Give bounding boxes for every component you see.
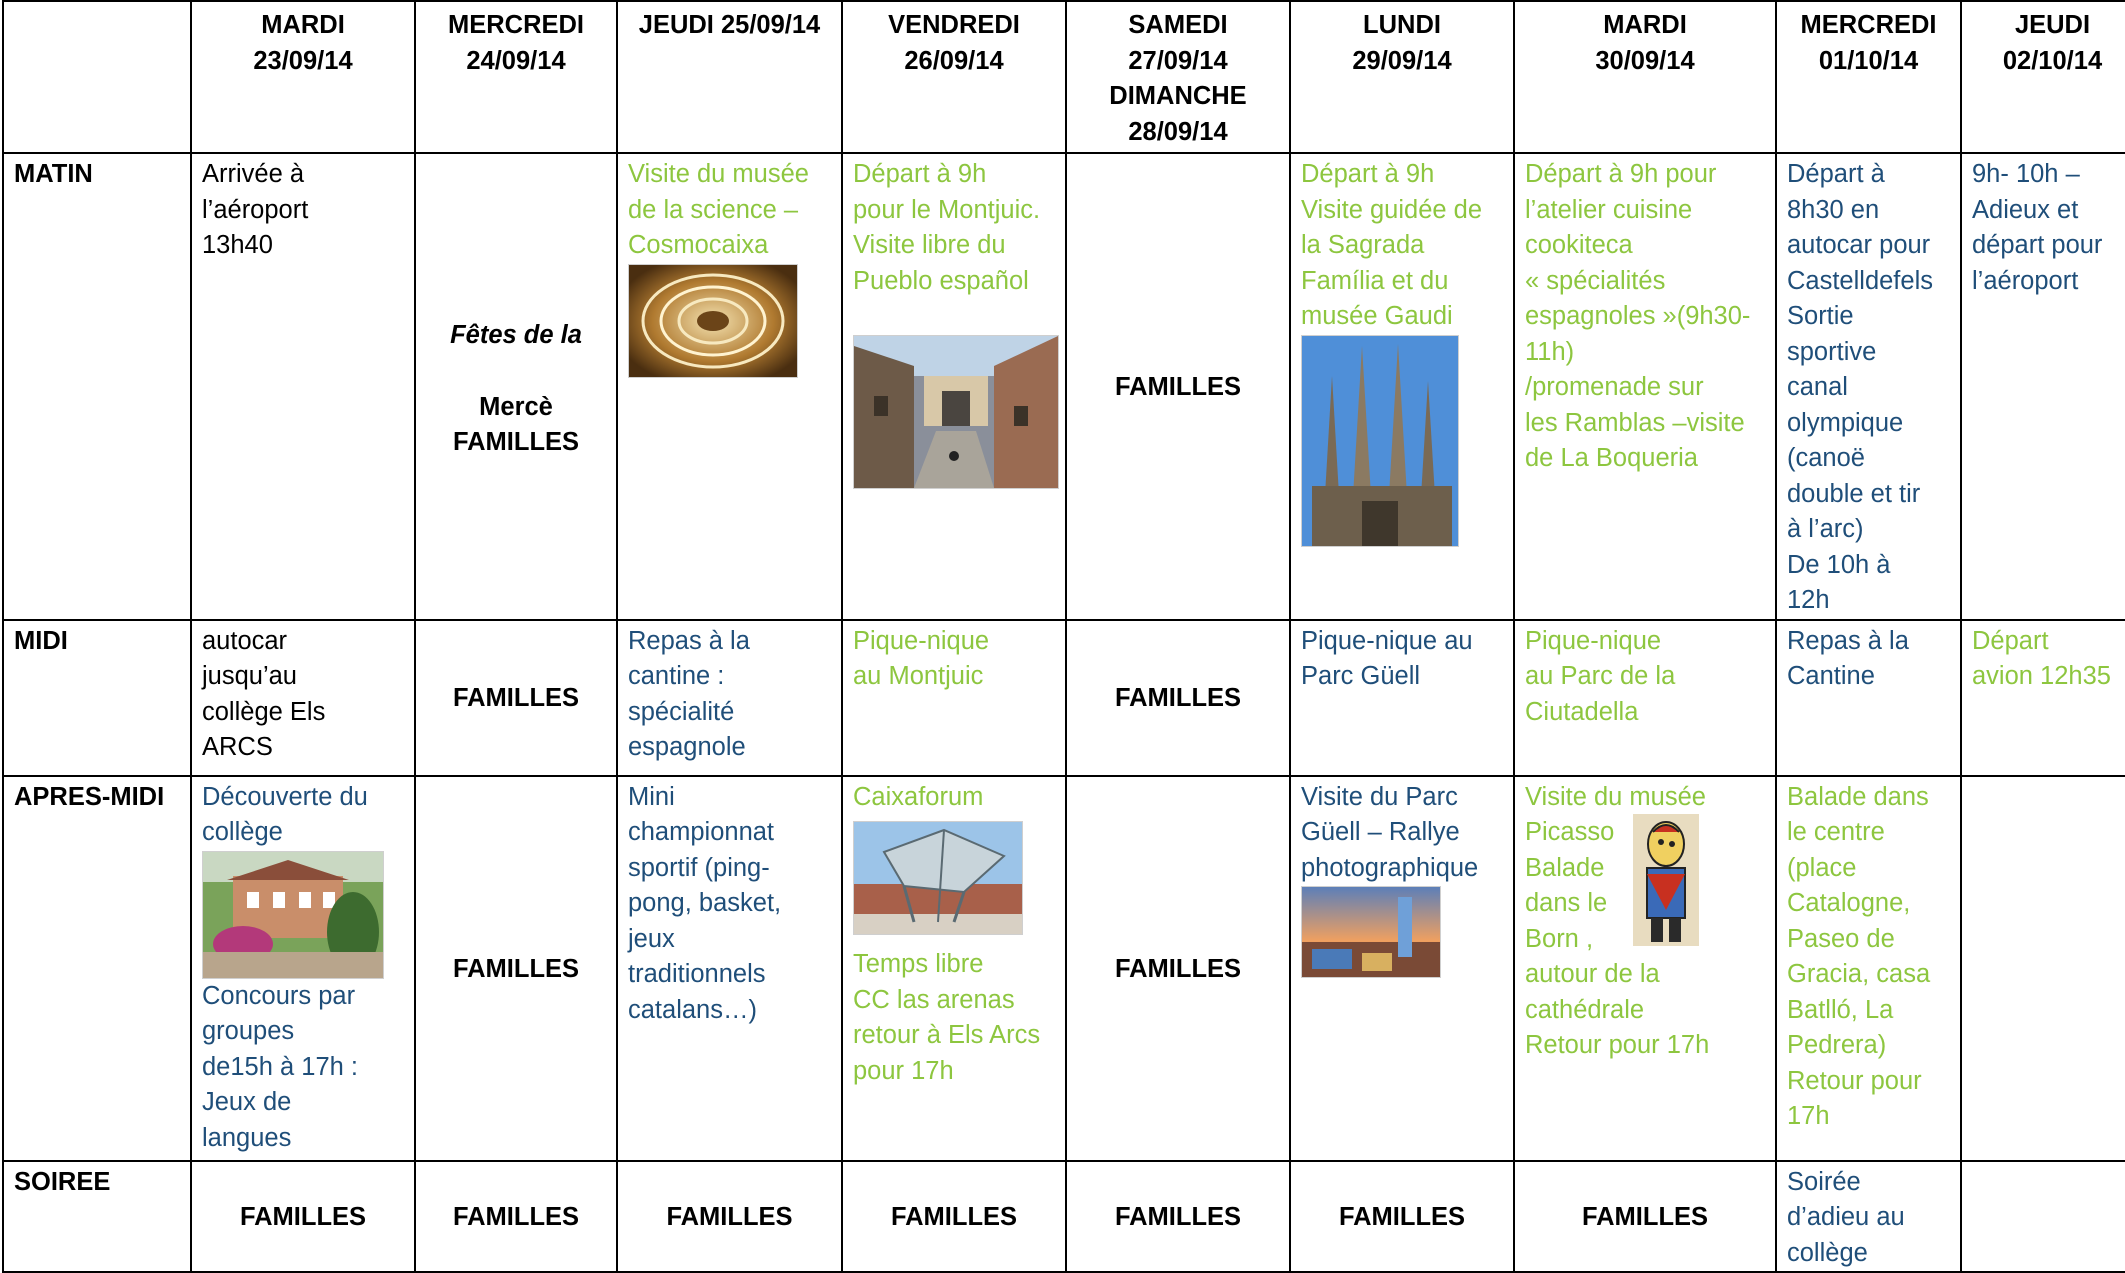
text-line: la Sagrada [1301, 231, 1425, 259]
text-line: double et tir [1787, 479, 1921, 508]
text-line: Mini [628, 782, 675, 811]
text-line: 9h- 10h – [1972, 160, 2080, 188]
sagrada-familia-photo [1301, 335, 1459, 547]
text-line: de La Boqueria [1525, 444, 1698, 472]
cell-midi-tue1 [191, 620, 415, 776]
text-line: Repas à la [1787, 626, 1909, 655]
text-line: retour à Els Arcs [853, 1021, 1041, 1049]
text-line: le centre [1787, 818, 1885, 846]
text-line: Güell – Rallye [1301, 818, 1460, 846]
cell-apres-mon [1290, 776, 1514, 1161]
cell-midi-thu2 [1961, 620, 2125, 776]
text-line: à l’arc) [1787, 515, 1864, 543]
text-line: Concours par [202, 981, 356, 1010]
cell-midi-mon [1290, 620, 1514, 776]
day-date: 28/09/14 [1128, 117, 1228, 146]
text-line: Caixaforum [853, 782, 984, 811]
text-line: 8h30 en [1787, 195, 1880, 224]
text-line: Família et du [1301, 266, 1449, 295]
text-line: dans le [1525, 889, 1608, 917]
header-thu2 [1961, 1, 2125, 153]
cell-soiree-sat: FAMILLES [1066, 1161, 1290, 1273]
text-line: d’adieu au [1787, 1203, 1905, 1231]
text-line: Pique-nique au [1301, 626, 1473, 655]
cell-midi-tue2 [1514, 620, 1776, 776]
text-line: Sortie [1787, 302, 1854, 330]
text-line: Batlló, La [1787, 995, 1894, 1024]
text-line: collège [1787, 1238, 1868, 1267]
cell-soiree-mon: FAMILLES [1290, 1161, 1514, 1273]
text-line: Visite du musée [628, 160, 809, 188]
text-line: Départ à 9h [853, 160, 987, 188]
text-line: Mercè [479, 392, 553, 421]
text-line: photographique [1301, 853, 1479, 882]
text-line: ARCS [202, 733, 273, 761]
text-line: jeux [628, 924, 675, 953]
text-line: Ciutadella [1525, 697, 1639, 726]
cell-midi-wed2 [1776, 620, 1961, 776]
cell-matin-mon [1290, 153, 1514, 620]
day-date: 26/09/14 [904, 46, 1004, 75]
text-line: Pique-nique [853, 626, 990, 655]
cell-matin-thu1 [617, 153, 842, 620]
caixaforum-photo [853, 821, 1023, 935]
text-line: langues [202, 1123, 292, 1152]
text-line: pour 17h [853, 1056, 954, 1085]
schedule-table [2, 0, 2125, 1273]
header-wed1 [415, 1, 617, 153]
text-line: l’atelier cuisine [1525, 195, 1693, 224]
day-name: SAMEDI [1128, 11, 1228, 39]
text-line: /promenade sur [1525, 373, 1704, 401]
text-line: au Montjuic [853, 662, 984, 690]
cell-soiree-tue2: FAMILLES [1514, 1161, 1776, 1273]
cell-matin-tue1 [191, 153, 415, 620]
text-line: départ pour [1972, 231, 2103, 259]
text-line: Pueblo español [853, 266, 1029, 295]
cell-apres-thu2 [1961, 776, 2125, 1161]
header-sat [1066, 1, 1290, 153]
text-line: l’aéroport [1972, 266, 2079, 295]
text-line: De 10h à [1787, 550, 1891, 579]
cell-soiree-fri1: FAMILLES [842, 1161, 1066, 1273]
text-line: Départ à 9h pour [1525, 160, 1717, 188]
text-line: spécialité [628, 697, 735, 726]
text-line: Balade dans [1787, 782, 1929, 811]
cell-soiree-tue1: FAMILLES [191, 1161, 415, 1273]
text-line: cathédrale [1525, 995, 1645, 1024]
cell-midi-sat: FAMILLES [1066, 620, 1290, 776]
picasso-block [1525, 780, 1765, 958]
text-line: Visite libre du [853, 231, 1006, 259]
day-name: MARDI [1603, 11, 1687, 39]
college-photo [202, 851, 384, 979]
text-line: autocar [202, 626, 288, 655]
text-line: Pedrera) [1787, 1031, 1887, 1059]
text-line: sportif (ping- [628, 853, 770, 882]
day-date: 29/09/14 [1352, 46, 1452, 75]
text-line: cantine : [628, 662, 725, 690]
text-line: cookiteca [1525, 231, 1633, 259]
text-line: collège Els [202, 697, 326, 726]
text-line: 13h40 [202, 231, 273, 259]
text-line: canal [1787, 373, 1848, 401]
cell-matin-wed1 [415, 153, 617, 620]
text-line: Jeux de [202, 1088, 292, 1116]
row-soiree [3, 1161, 2125, 1273]
text-line: pong, basket, [628, 889, 782, 917]
cell-apres-wed1: FAMILLES [415, 776, 617, 1161]
cell-matin-wed2 [1776, 153, 1961, 620]
text-line: CC las arenas [853, 985, 1015, 1014]
text-line: championnat [628, 818, 775, 846]
text-line: Départ à 9h [1301, 160, 1435, 188]
cell-apres-fri1 [842, 776, 1066, 1161]
cell-apres-tue2 [1514, 776, 1776, 1161]
text-line: Cantine [1787, 662, 1875, 690]
text-line: Paseo de [1787, 924, 1895, 953]
day-name: MERCREDI [447, 11, 584, 39]
text-line: Pique-nique [1525, 626, 1662, 655]
text-line: Fêtes de la [450, 321, 582, 349]
row-apres-midi [3, 776, 2125, 1161]
text-line: au Parc de la [1525, 662, 1676, 690]
text-line: groupes [202, 1017, 295, 1045]
text-line: avion 12h35 [1972, 662, 2111, 690]
pueblo-espanol-photo [853, 335, 1059, 489]
text-line: Catalogne, [1787, 889, 1911, 917]
day-date: 24/09/14 [466, 46, 566, 75]
text-line: Visite du Parc [1301, 782, 1458, 811]
text-line: Retour pour 17h [1525, 1031, 1710, 1059]
cell-soiree-thu2 [1961, 1161, 2125, 1273]
cell-soiree-wed1: FAMILLES [415, 1161, 617, 1273]
text-line: collège [202, 818, 283, 846]
day-name: JEUDI 25/09/14 [638, 11, 821, 39]
text-line: Adieux et [1972, 195, 2079, 224]
header-thu1 [617, 1, 842, 153]
text-line: jusqu’au [202, 662, 297, 690]
text-line: Born , [1525, 924, 1594, 953]
text-line: espagnole [628, 733, 746, 761]
text-line: Repas à la [628, 626, 750, 655]
cell-apres-wed2 [1776, 776, 1961, 1161]
text-line: l’aéroport [202, 195, 309, 224]
text-line: Gracia, casa [1787, 960, 1931, 988]
cosmocaixa-photo [628, 264, 798, 378]
picasso-painting [1633, 814, 1699, 946]
text-line: Découverte du [202, 782, 368, 811]
row-label-apres-midi: APRES-MIDI [3, 776, 191, 1161]
day-name: MERCREDI [1800, 11, 1937, 39]
text-line: Cosmocaixa [628, 231, 769, 259]
row-label-soiree: SOIREE [3, 1161, 191, 1273]
day-date: 23/09/14 [253, 46, 353, 75]
text-line: Visite guidée de [1301, 195, 1483, 224]
day-name: DIMANCHE [1109, 82, 1247, 110]
cell-matin-fri1 [842, 153, 1066, 620]
cell-apres-thu1 [617, 776, 842, 1161]
row-midi [3, 620, 2125, 776]
text-line: Temps libre [853, 950, 984, 978]
corner-cell [3, 1, 191, 153]
text-line: autocar pour [1787, 231, 1931, 259]
day-name: JEUDI [2014, 11, 2091, 39]
text-line: (place [1787, 853, 1857, 882]
text-line: olympique [1787, 408, 1904, 437]
row-label-matin: MATIN [3, 153, 191, 620]
cell-midi-fri1 [842, 620, 1066, 776]
header-tue1 [191, 1, 415, 153]
text-line: Retour pour [1787, 1066, 1922, 1095]
header-row [3, 1, 2125, 153]
text-line: catalans…) [628, 995, 757, 1024]
text-line: Soirée [1787, 1167, 1861, 1196]
text-line: de15h à 17h : [202, 1052, 358, 1081]
day-date: 30/09/14 [1595, 46, 1695, 75]
text-line: Castelldefels [1787, 266, 1933, 295]
cell-soiree-thu1: FAMILLES [617, 1161, 842, 1273]
cell-apres-tue1 [191, 776, 415, 1161]
text-line: Départ [1972, 626, 2049, 655]
cell-matin-tue2 [1514, 153, 1776, 620]
header-wed2 [1776, 1, 1961, 153]
text-line: autour de la [1525, 960, 1660, 988]
text-line: « spécialités [1525, 266, 1666, 295]
cell-apres-sat: FAMILLES [1066, 776, 1290, 1161]
day-date: 02/10/14 [2002, 46, 2103, 75]
row-label-midi: MIDI [3, 620, 191, 776]
cell-midi-thu1 [617, 620, 842, 776]
text-line: traditionnels [628, 960, 766, 988]
text-line: Picasso [1525, 818, 1615, 846]
text-line: FAMILLES [452, 428, 580, 456]
text-line: 11h) [1525, 337, 1575, 366]
text-line: espagnoles »(9h30- [1525, 302, 1751, 330]
text-line: pour le Montjuic. [853, 195, 1041, 224]
day-date: 01/10/14 [1818, 46, 1919, 75]
parc-guell-photo [1301, 886, 1441, 978]
text-line: Visite du musée [1525, 782, 1706, 811]
text-line: Balade [1525, 853, 1605, 882]
header-tue2 [1514, 1, 1776, 153]
text-line: 12h [1787, 586, 1830, 614]
header-fri1 [842, 1, 1066, 153]
row-matin [3, 153, 2125, 620]
text-line: musée Gaudi [1301, 302, 1453, 330]
day-name: MARDI [261, 11, 345, 39]
cell-midi-wed1: FAMILLES [415, 620, 617, 776]
day-date: 27/09/14 [1128, 46, 1228, 75]
text-line: de la science – [628, 195, 799, 224]
text-line: les Ramblas –visite [1525, 408, 1745, 437]
day-name: LUNDI [1363, 11, 1441, 39]
text-line: 17h [1787, 1102, 1830, 1130]
day-name: VENDREDI [888, 11, 1020, 39]
cell-soiree-wed2 [1776, 1161, 1961, 1273]
cell-matin-sat: FAMILLES [1066, 153, 1290, 620]
text-line: sportive [1787, 337, 1877, 366]
text-line: (canoë [1787, 444, 1865, 472]
text-line: Départ à [1787, 160, 1885, 188]
header-mon [1290, 1, 1514, 153]
text-line: Parc Güell [1301, 662, 1421, 690]
text-line: Arrivée à [202, 160, 305, 188]
cell-matin-thu2 [1961, 153, 2125, 620]
